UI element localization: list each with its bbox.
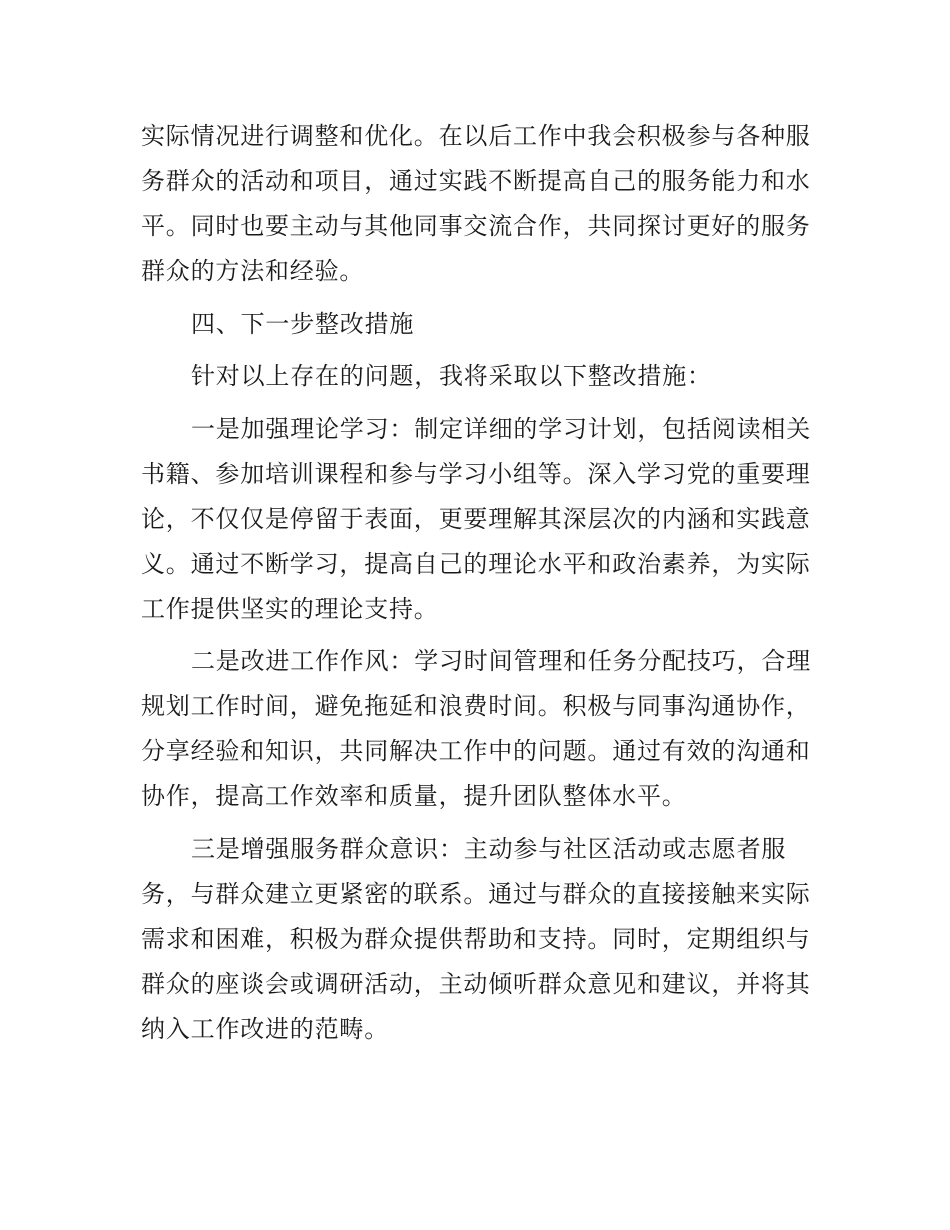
section-heading xyxy=(141,302,813,347)
paragraph-measure-2 xyxy=(141,639,813,819)
paragraph-intro xyxy=(141,354,813,399)
text-line: 论，不仅仅是停留于表面，更要理解其深层次的内涵和实践意 xyxy=(141,504,811,533)
text-line: 分享经验和知识，共同解决工作中的问题。通过有效的沟通和 xyxy=(141,737,811,765)
text-line: 三是增强服务群众意识：主动参与社区活动或志愿者服 xyxy=(191,834,787,863)
text-line: 平。同时也要主动与其他同事交流合作，共同探讨更好的服务 xyxy=(141,212,811,240)
text-line: 务群众的活动和项目，通过实践不断提高自己的服务能力和水 xyxy=(141,167,811,195)
text-line: 务，与群众建立更紧密的联系。通过与群众的直接接触来实际 xyxy=(141,879,811,908)
text-line: 二是改进工作作风：学习时间管理和任务分配技巧，合理 xyxy=(191,647,811,675)
text-line: 协作，提高工作效率和质量，提升团队整体水平。 xyxy=(141,782,687,810)
text-line: 工作提供坚实的理论支持。 xyxy=(141,594,439,623)
text-line: 群众的座谈会或调研活动，主动倾听群众意见和建议，并将其 xyxy=(141,969,811,998)
paragraph-measure-3 xyxy=(141,827,813,1052)
text-line: 书籍、参加培训课程和参与学习小组等。深入学习党的重要理 xyxy=(141,459,811,488)
text-line: 纳入工作改进的范畴。 xyxy=(141,1014,389,1043)
text-line: 义。通过不断学习，提高自己的理论水平和政治素养，为实际 xyxy=(141,549,811,578)
paragraph-continuation xyxy=(141,114,813,294)
text-line: 一是加强理论学习：制定详细的学习计划，包括阅读相关 xyxy=(191,414,811,443)
text-line: 实际情况进行调整和优化。在以后工作中我会积极参与各种服 xyxy=(141,122,811,150)
text-line: 规划工作时间，避免拖延和浪费时间。积极与同事沟通协作， xyxy=(141,692,811,720)
document-body xyxy=(141,114,813,1059)
text-line: 针对以上存在的问题，我将采取以下整改措施： xyxy=(191,362,712,390)
paragraph-measure-1 xyxy=(141,407,813,632)
heading-line: 四、下一步整改措施 xyxy=(191,309,415,338)
text-line: 群众的方法和经验。 xyxy=(141,257,365,285)
text-line: 需求和困难，积极为群众提供帮助和支持。同时，定期组织与 xyxy=(141,924,811,953)
